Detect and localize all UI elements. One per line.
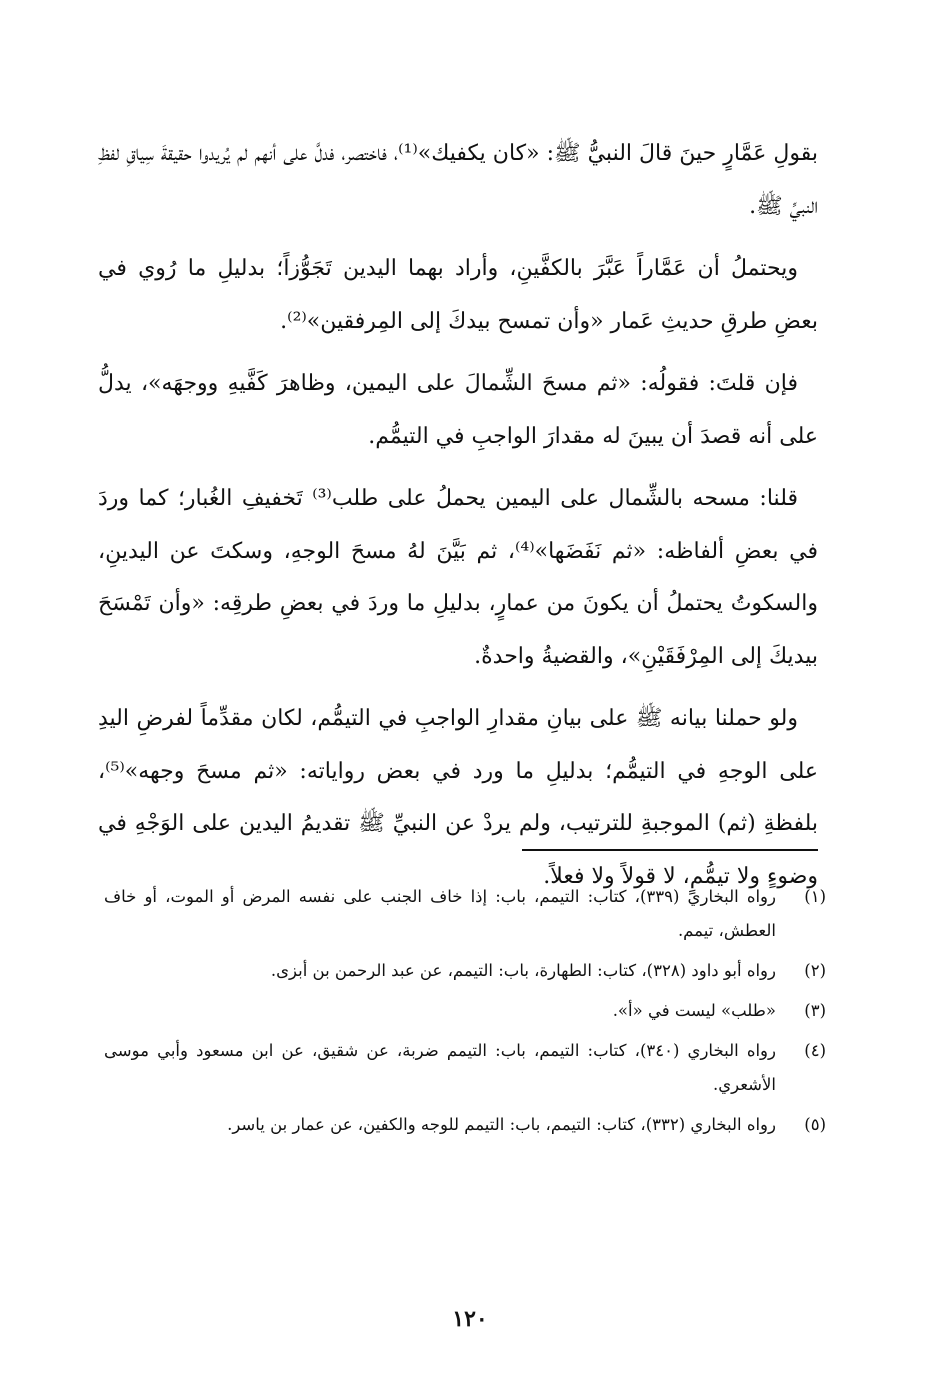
paragraph: ويحتملُ أن عَمَّاراً عَبَّرَ بالكفَّينِ، وأراد بهما اليدين تَجَوُّزاً؛ بدليلِ ما رُوي في بعضِ طرقِ حديثِ عَمار «وأن تمسح بيدكَ إلى المِرفقين»⁽²⁾. [98,256,818,334]
footnote [104,954,826,988]
footnotes [104,880,826,1148]
footnote-text: «طلب» ليست في «أ». [612,1001,776,1020]
footnote-text: رواه أبو داود (٣٢٨)، كتاب: الطهارة، باب: التيمم، عن عبد الرحمن بن أبزى. [270,961,776,980]
footnote-separator [522,849,818,851]
footnote [104,994,826,1028]
footnote-number: (١) [804,887,826,906]
footnote [104,1108,826,1142]
footnote [104,1034,826,1102]
page-number: ١٢٠ [452,1306,488,1332]
paragraph: قلنا: مسحه بالشِّمال على اليمين يحملُ على طلب⁽³⁾ تَخفيفِ الغُبار؛ كما وردَ في بعضِ ألفاظه: «ثم نَفَضَها»⁽⁴⁾، ثم بَيَّنَ لهُ مسحَ الوجهِ، وسكتَ عن اليدينِ، والسكوتُ يحتملُ أن يكونَ من عمارٍ، بدليلِ ما وردَ في بعضِ طرقِه: «وأن تَمْسَحَ بيديكَ إلى المِرْفَقَيْنِ»، والقضيةُ واحدةٌ. [98,486,818,669]
footnote-text: رواه البخاري (٣٣٢)، كتاب: التيمم، باب: التيمم للوجه والكفين، عن عمار بن ياسر. [227,1115,776,1134]
footnote-text: رواه البخاري (٣٤٠)، كتاب: التيمم، باب: التيمم ضربة، عن شقيق، عن ابن مسعود وأبي موسى الأشعري. [104,1041,776,1094]
paragraph: بقولِ عَمَّارٍ حينَ قالَ النبيُّ ﷺ: «كان يكفيك»⁽¹⁾، فاختصر، فدلَّ على أنهم لم يُريدوا حقيقةَ سِياقِ لفظِ النبيِّ ﷺ. [98,141,818,219]
footnote-text: رواه البخاري (٣٣٩)، كتاب: التيمم، باب: إذا خاف الجنب على نفسه المرض أو الموت، أو خاف العطش، تيمم. [104,887,776,940]
paragraph: فإن قلتَ: فقولُه: «ثم مسحَ الشِّمالَ على اليمين، وظاهرَ كَفَّيهِ ووجهَه»، يدلُّ على أنه قصدَ أن يبينَ له مقدارَ الواجبِ في التيمُّم. [98,371,818,449]
footnote-number: (٤) [804,1041,826,1060]
footnote-number: (٣) [804,1001,826,1020]
footnote-number: (٥) [804,1115,826,1134]
footnote [104,880,826,948]
paragraph: ولو حملنا بيانه ﷺ على بيانِ مقدارِ الواجبِ في التيمُّم، لكان مقدِّماً لفرضِ اليدِ على الوجهِ في التيمُّم؛ بدليلِ ما ورد في بعض رواياته: «ثم مسحَ وجهه»⁽⁵⁾، بلفظةِ (ثم) الموجبةِ للترتيب، ولم يردْ عن النبيِّ ﷺ تقديمُ اليدين على الوَجْهِ في وضوءٍ ولا تيمُّمٍ، لا قولاً ولا فعلاً. [98,706,818,889]
footnote-number: (٢) [804,961,826,980]
main-text [98,128,818,913]
